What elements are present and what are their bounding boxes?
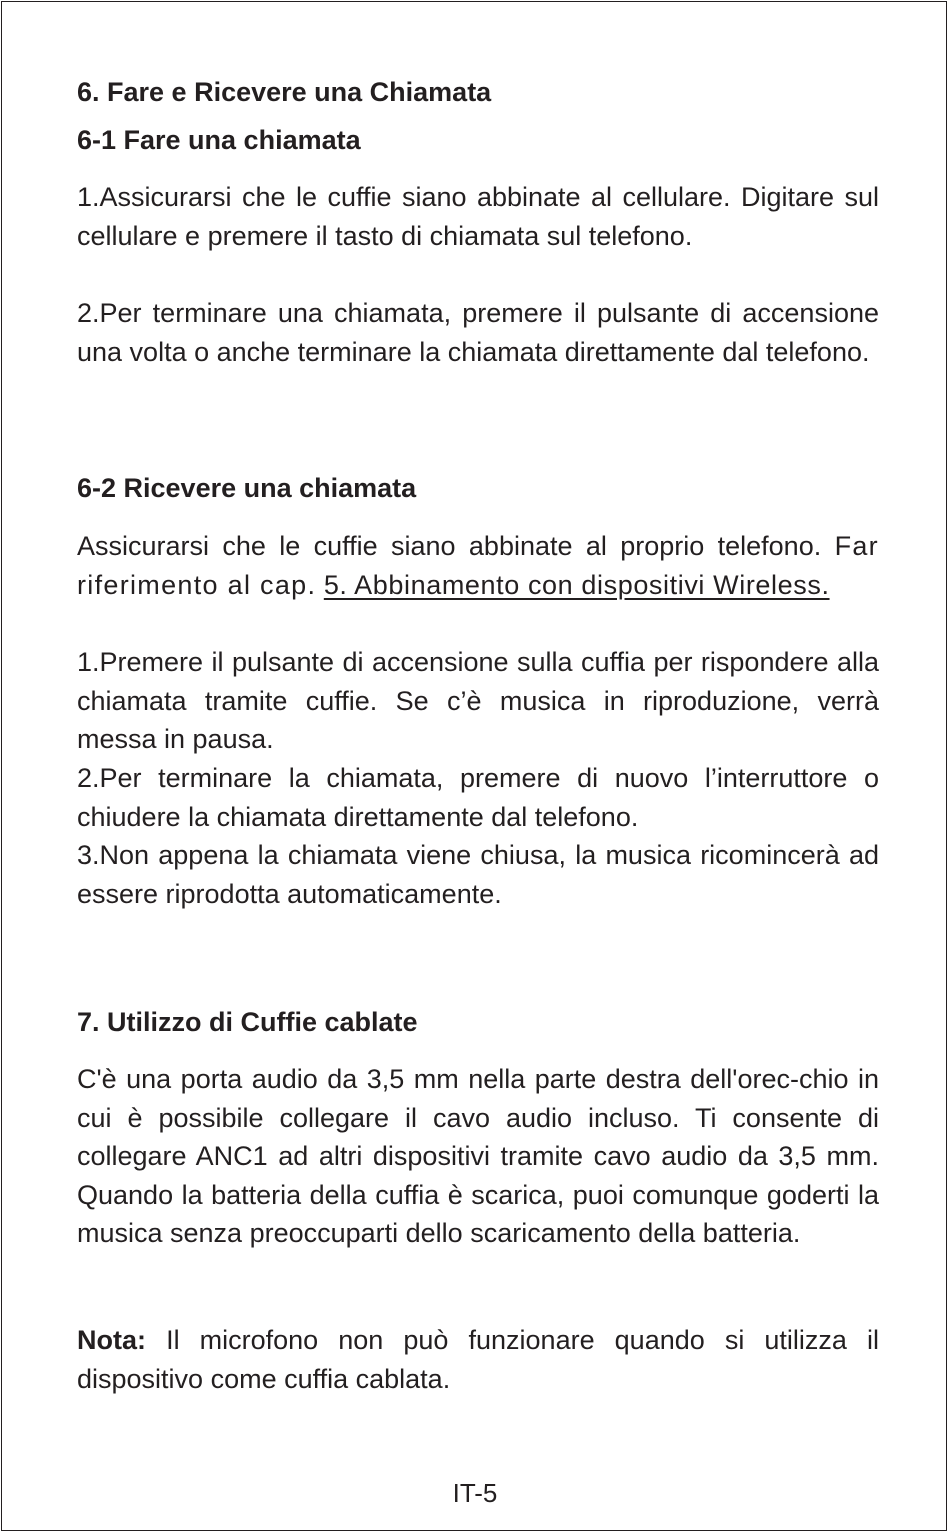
reference-link[interactable]: 5. Abbinamento con dispositivi Wireless. [323, 569, 830, 600]
document-page [1, 1, 947, 1531]
section-7-paragraph: C'è una porta audio da 3,5 mm nella parte destra dell'orec-chio in cui è possibile collegare il cavo audio incluso. Ti consente di collegare ANC1 ad altri dispositivi tramite cavo audio da 3,5 mm. Quando la batteria della cuffia è scarica, puoi comunque goderti la musica senza preoccuparti dello scaricamento della batteria. [77, 1064, 879, 1248]
page-number: IT-5 [452, 1478, 498, 1508]
section-6-2-paragraph-3: 3.Non appena la chiamata viene chiusa, la musica ricomincerà ad essere riprodotta automaticamente. [77, 840, 879, 909]
section-6-2-paragraph-2: 2.Per terminare la chiamata, premere di nuovo l’interruttore o chiudere la chiamata direttamente dal telefono. [77, 763, 879, 832]
section-6-2-paragraph-1: 1.Premere il pulsante di accensione sulla cuffia per rispondere alla chiamata tramite cuffie. Se c’è musica in riproduzione, verrà messa in pausa. [77, 647, 879, 754]
section-6-2-intro [77, 527, 879, 604]
section-6-1-paragraph-2: 2.Per terminare una chiamata, premere il pulsante di accensione una volta o anche terminare la chiamata direttamente dal telefono. [77, 298, 879, 367]
section-6-2-intro-text: Assicurarsi che le cuffie siano abbinate al proprio telefono. [77, 531, 822, 561]
note-label: Nota: [77, 1325, 146, 1355]
section-7-title: 7. Utilizzo di Cuffie cablate [77, 1007, 418, 1037]
section-6-title: 6. Fare e Ricevere una Chiamata [77, 77, 492, 107]
section-6-1-title: 6-1 Fare una chiamata [77, 125, 361, 155]
reference-prefix: Far riferimento al cap. [77, 531, 879, 600]
section-6-1-paragraph-1: 1.Assicurarsi che le cuffie siano abbinate al cellulare. Digitare sul cellulare e premere il tasto di chiamata sul telefono. [77, 182, 879, 251]
section-6-2-title: 6-2 Ricevere una chiamata [77, 473, 417, 503]
note-paragraph [77, 1321, 879, 1398]
note-text: Il microfono non può funzionare quando si utilizza il dispositivo come cuffia cablata. [77, 1325, 879, 1394]
